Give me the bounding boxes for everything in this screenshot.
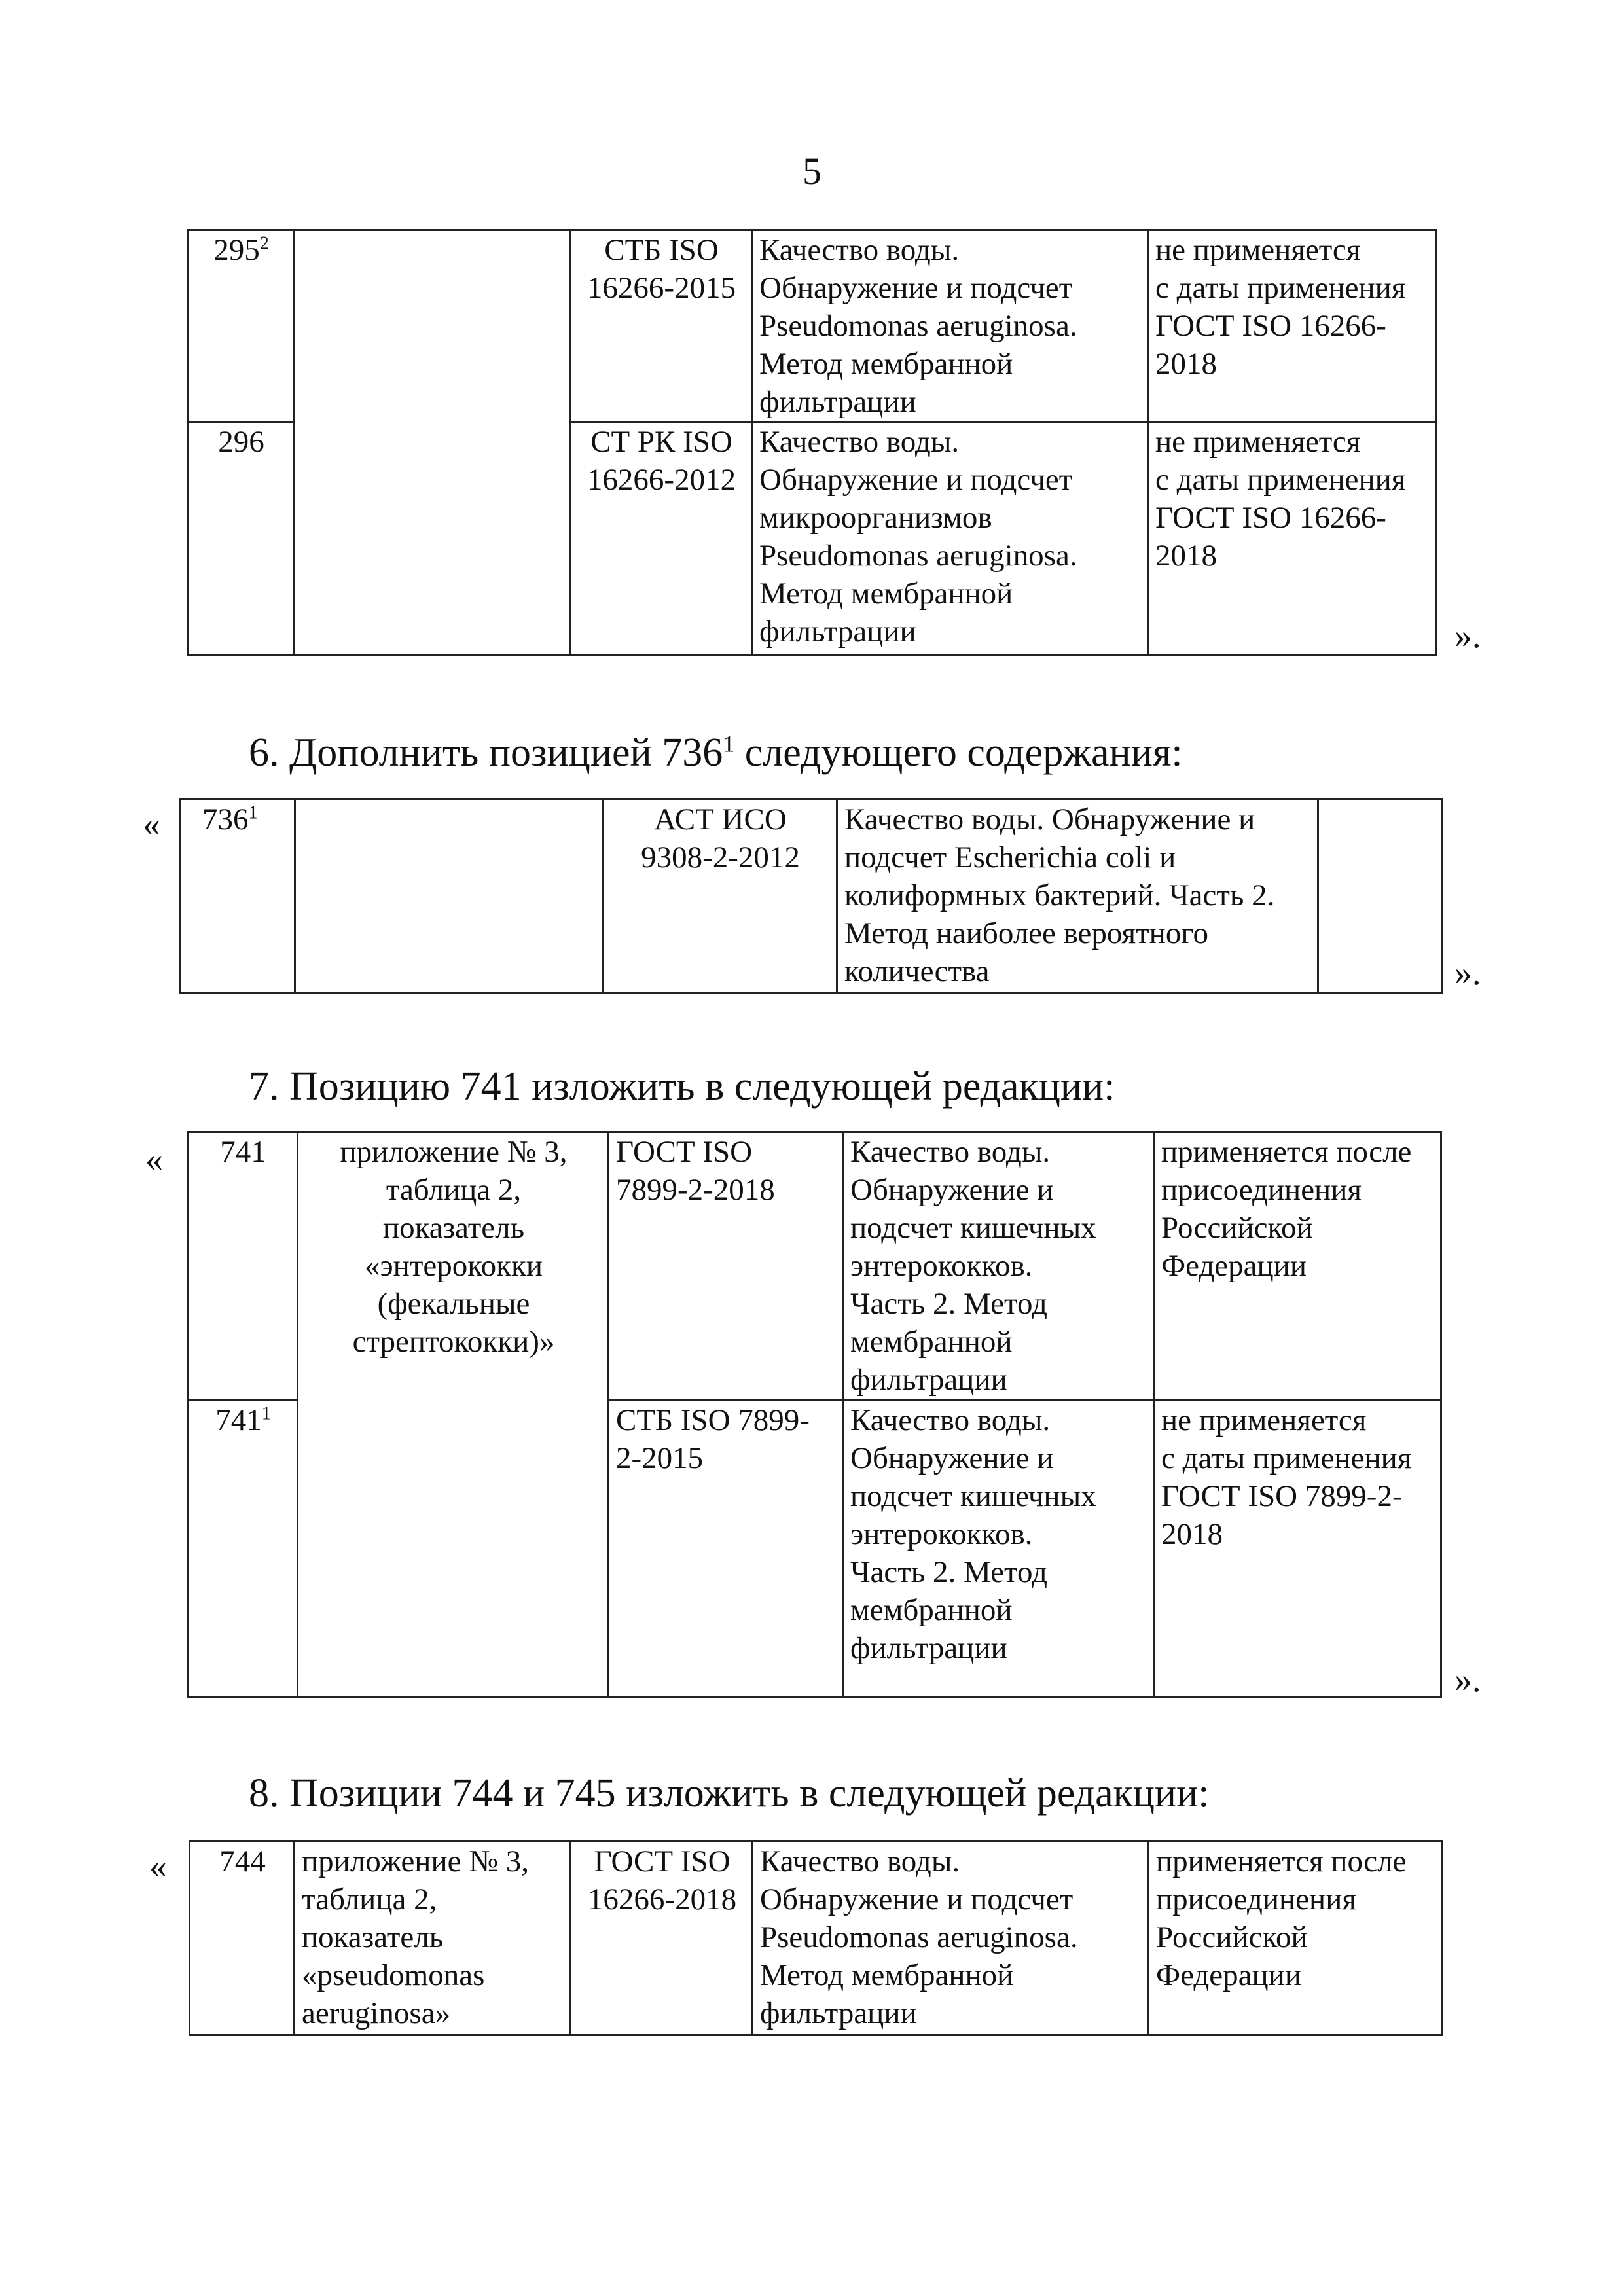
standard-designation: АСТ ИСО 9308-2-2012 bbox=[603, 800, 837, 993]
standard-title: Качество воды. Обнаружение и подсчет Escherichia coli и колиформных бактерий. Часть 2. Метод наиболее вероятного количества bbox=[837, 800, 1318, 993]
table-position-736-1 bbox=[179, 798, 1443, 994]
application-note: не применяется с даты применения ГОСТ ISO 16266- 2018 bbox=[1148, 422, 1437, 655]
page-number: 5 bbox=[803, 150, 821, 192]
application-note: применяется после присоединения Российской Федерации bbox=[1154, 1132, 1441, 1401]
table-positions-741 bbox=[187, 1131, 1442, 1698]
position-number: $295^2$ bbox=[188, 230, 294, 422]
section-6-heading: 6. Дополнить позицией $736^1$ следующего содержания: bbox=[249, 730, 1183, 775]
indicator-cell bbox=[295, 800, 603, 993]
standard-title: Качество воды. Обнаружение и подсчет кишечных энтерококков. Часть 2. Метод мембранной фильтрации bbox=[843, 1132, 1154, 1401]
standard-title: Качество воды. Обнаружение и подсчет Pseudomonas aeruginosa. Метод мембранной фильтрации bbox=[752, 230, 1148, 422]
application-note: не применяется с даты применения ГОСТ ISO 7899-2- 2018 bbox=[1154, 1401, 1441, 1698]
standard-designation: СТБ ISO 16266-2015 bbox=[570, 230, 752, 422]
application-note bbox=[1318, 800, 1443, 993]
position-number: 296 bbox=[188, 422, 294, 655]
position-number: $736^1$ bbox=[181, 800, 295, 993]
indicator-cell: приложение № 3, таблица 2, показатель «pseudomonas aeruginosa» bbox=[295, 1842, 571, 2035]
standard-designation: ГОСТ ISO 7899-2-2018 bbox=[609, 1132, 843, 1401]
table-row bbox=[190, 1842, 1443, 2035]
close-quote: ». bbox=[1454, 953, 1481, 992]
table-row bbox=[188, 230, 1437, 422]
open-quote: « bbox=[145, 1139, 163, 1179]
table-position-744 bbox=[189, 1840, 1443, 2036]
open-quote: « bbox=[149, 1846, 167, 1886]
standard-designation: СТБ ISO 7899- 2-2015 bbox=[609, 1401, 843, 1698]
close-quote: ». bbox=[1454, 1660, 1481, 1699]
indicator-cell: приложение № 3, таблица 2, показатель «энтерококки (фекальные стрептококки)» bbox=[298, 1132, 609, 1698]
standard-title: Качество воды. Обнаружение и подсчет микроорганизмов Pseudomonas aeruginosa. Метод мембранной фильтрации bbox=[752, 422, 1148, 655]
standard-title: Качество воды. Обнаружение и подсчет кишечных энтерококков. Часть 2. Метод мембранной фильтрации bbox=[843, 1401, 1154, 1698]
section-7-heading: 7. Позицию 741 изложить в следующей редакции: bbox=[249, 1064, 1115, 1109]
close-quote: ». bbox=[1454, 616, 1481, 655]
open-quote: « bbox=[143, 804, 160, 844]
table-positions-295-296 bbox=[187, 229, 1437, 656]
position-number: 741 bbox=[188, 1132, 298, 1401]
table-row bbox=[181, 800, 1443, 993]
standard-designation: СТ РК ISO 16266-2012 bbox=[570, 422, 752, 655]
indicator-cell bbox=[294, 230, 570, 655]
application-note: применяется после присоединения Российской Федерации bbox=[1149, 1842, 1443, 2035]
table-row bbox=[188, 1132, 1441, 1401]
position-number: $741^1$ bbox=[188, 1401, 298, 1698]
position-number: 744 bbox=[190, 1842, 295, 2035]
standard-designation: ГОСТ ISO 16266-2018 bbox=[571, 1842, 753, 2035]
section-8-heading: 8. Позиции 744 и 745 изложить в следующей редакции: bbox=[249, 1771, 1210, 1816]
standard-title: Качество воды. Обнаружение и подсчет Pseudomonas aeruginosa. Метод мембранной фильтрации bbox=[753, 1842, 1149, 2035]
application-note: не применяется с даты применения ГОСТ ISO 16266- 2018 bbox=[1148, 230, 1437, 422]
